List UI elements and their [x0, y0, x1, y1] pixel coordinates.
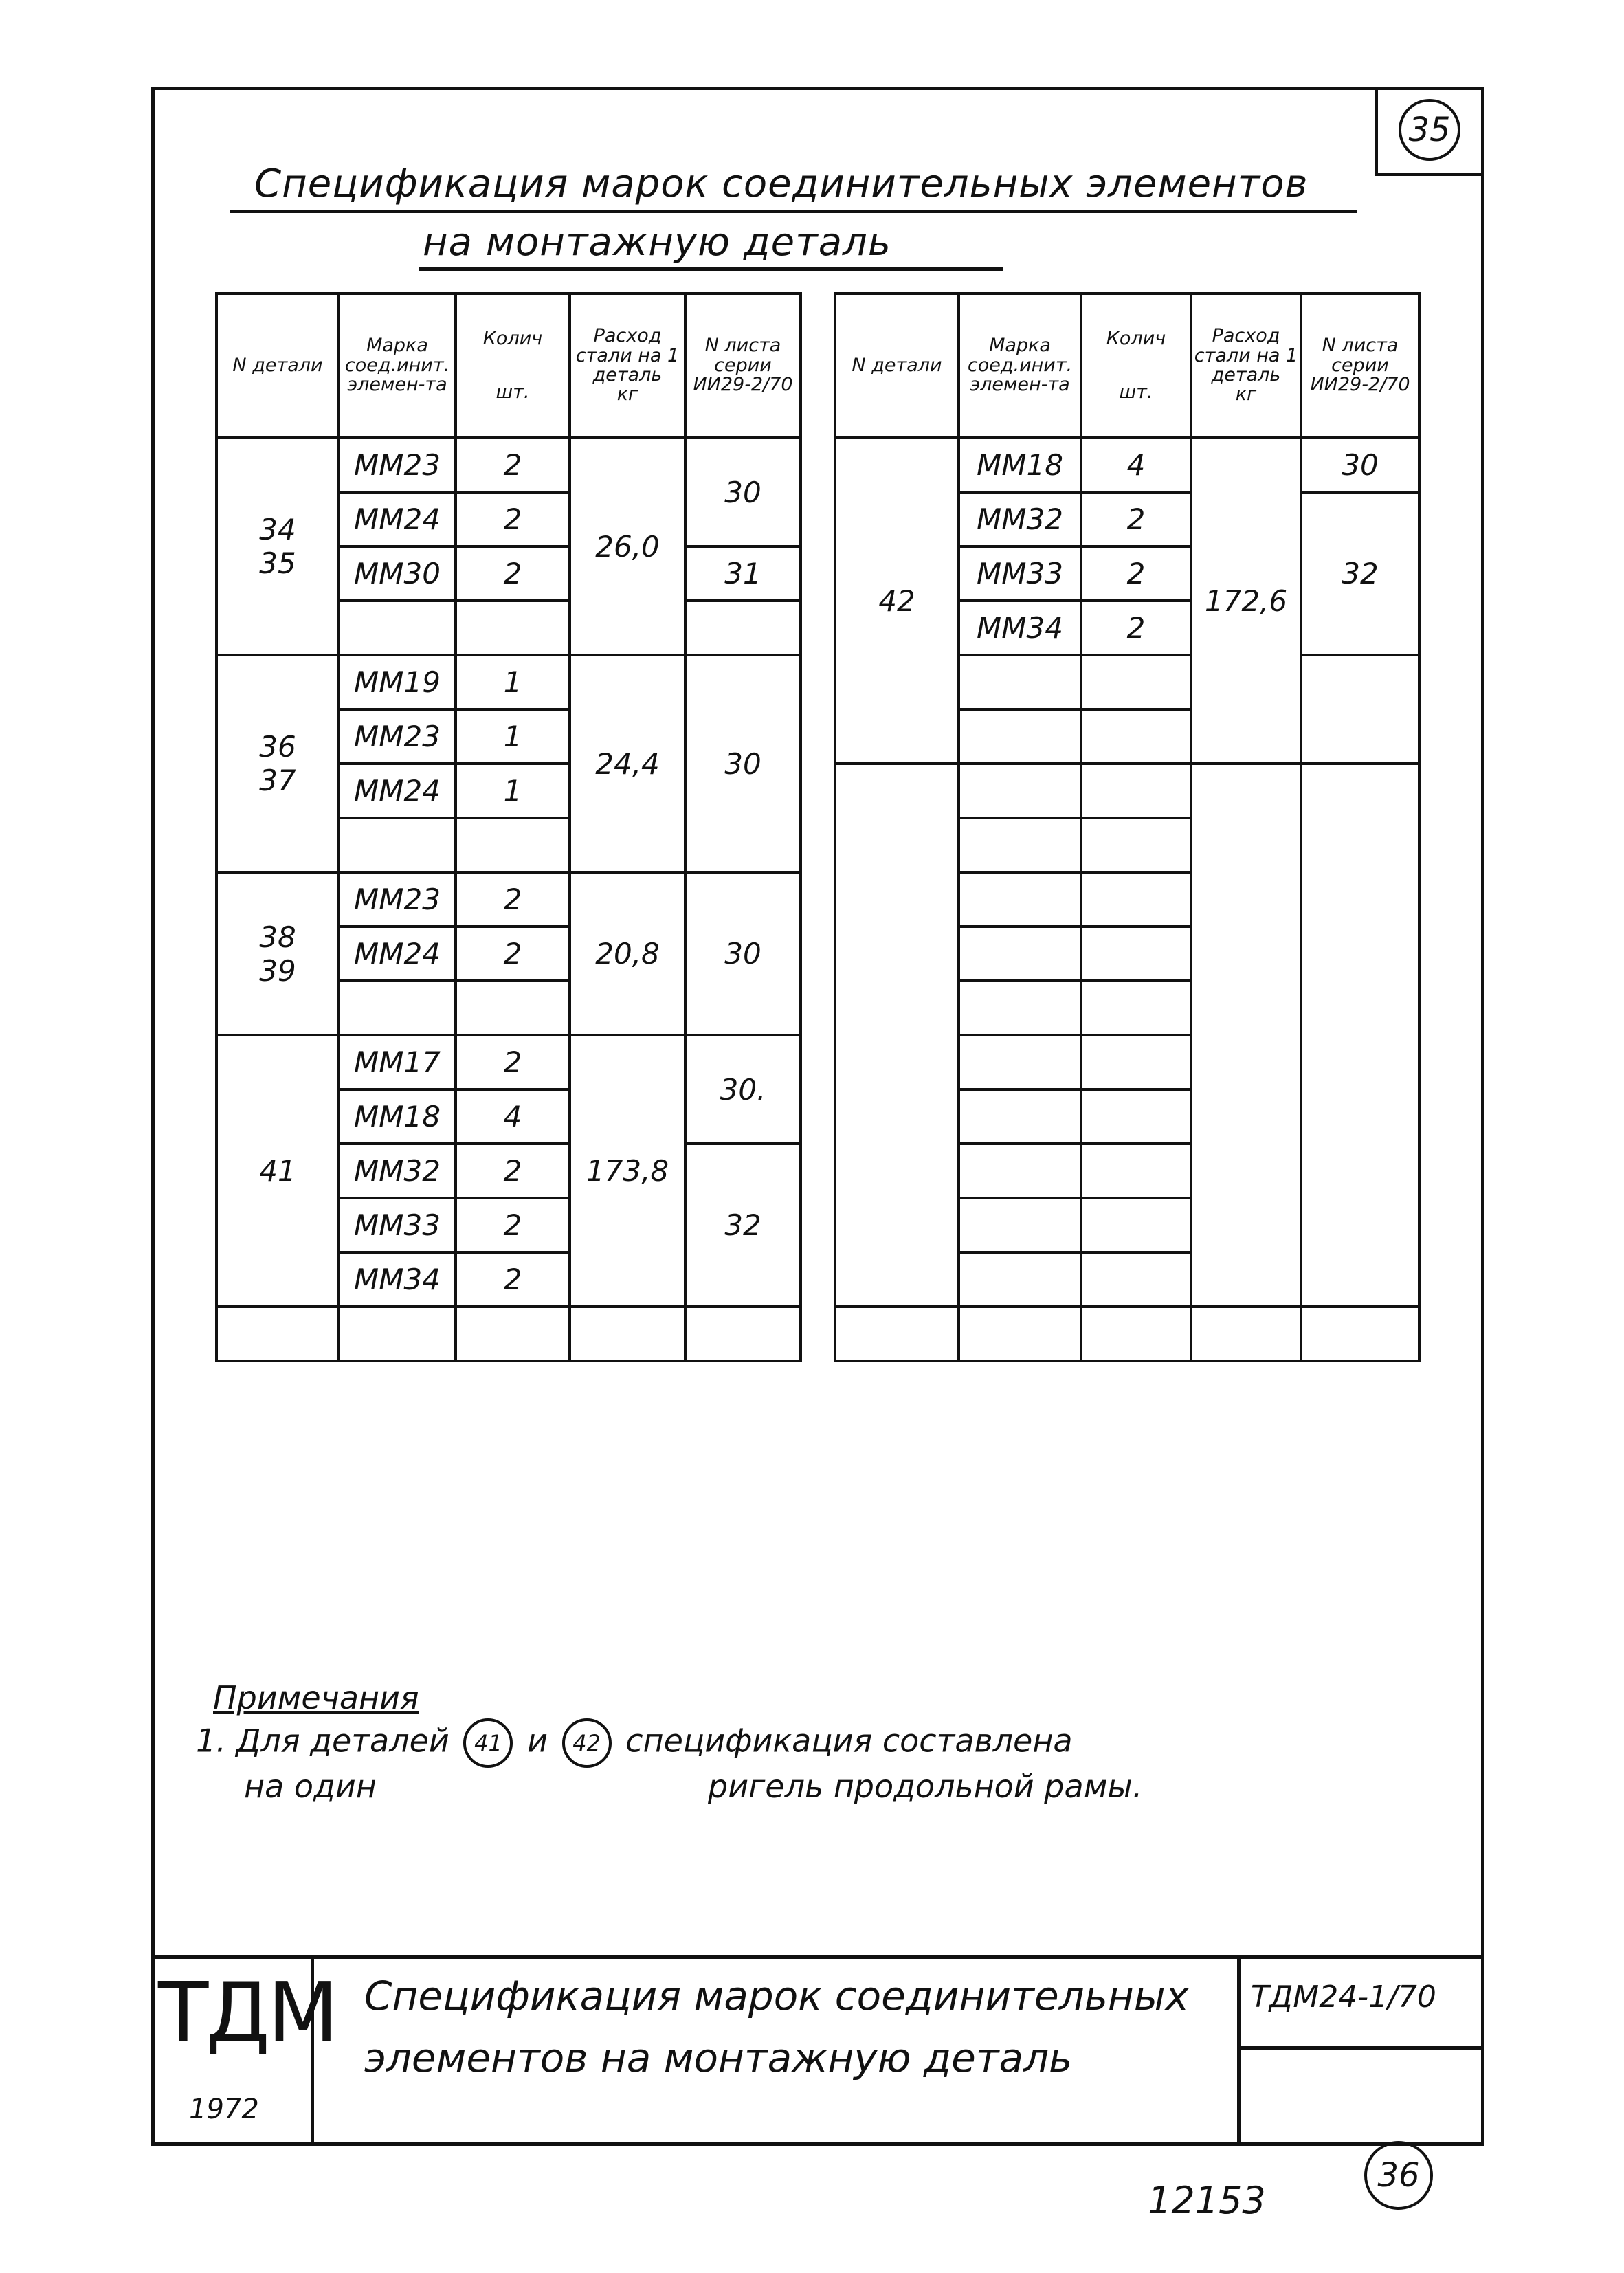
qty-cell: 2 [1081, 546, 1191, 601]
mark-cell: ММ32 [959, 492, 1081, 546]
hdr-steel [570, 293, 685, 438]
notes-line-1 [196, 1718, 1073, 1768]
hdr-qty-unit: шт. [496, 381, 530, 403]
steel-cell: 20,8 [570, 872, 685, 1035]
qty-cell: 2 [456, 438, 570, 492]
org-logo: ТДМ [158, 1966, 336, 2061]
mark-cell: ММ23 [339, 709, 456, 764]
table-row [216, 1035, 801, 1089]
mark-cell [339, 601, 456, 655]
hdr-steel-unit: кг [1235, 384, 1257, 406]
hdr-qty-label: Колич [482, 327, 543, 349]
notes-text: и [527, 1722, 548, 1760]
table-row [216, 655, 801, 709]
stamp-code: ТДМ24-1/70 [1251, 1980, 1436, 2015]
detail-number: 37 [259, 764, 296, 797]
sheet-cell: 30 [685, 872, 801, 1035]
stamp-divider [1237, 1959, 1241, 2146]
title-underline-1 [230, 210, 1357, 213]
right-spec-table [834, 292, 1421, 1362]
hdr-detail-no: N детали [835, 293, 959, 438]
sheet-cell [685, 601, 801, 655]
mark-cell [339, 981, 456, 1035]
qty-cell: 2 [456, 927, 570, 981]
mark-cell: ММ30 [339, 546, 456, 601]
hdr-steel-label: Расход стали на 1 деталь [1194, 325, 1298, 386]
qty-cell: 1 [456, 655, 570, 709]
table-row [216, 1307, 801, 1361]
sheet-cell: 30. [685, 1035, 801, 1144]
detail-cell: 42 [835, 438, 959, 764]
qty-cell: 2 [456, 1252, 570, 1307]
mark-cell: ММ34 [959, 601, 1081, 655]
mark-cell: ММ32 [339, 1144, 456, 1198]
mark-cell: ММ24 [339, 764, 456, 818]
table-row [216, 872, 801, 927]
qty-cell: 2 [1081, 601, 1191, 655]
hdr-steel-label: Расход стали на 1 деталь [575, 325, 680, 386]
mark-cell: ММ23 [339, 438, 456, 492]
mark-cell: ММ24 [339, 927, 456, 981]
table-row [835, 1307, 1419, 1361]
qty-cell [456, 601, 570, 655]
mark-cell: ММ33 [339, 1198, 456, 1252]
qty-cell: 1 [456, 764, 570, 818]
hdr-steel-unit: кг [616, 384, 638, 406]
mark-cell: ММ17 [339, 1035, 456, 1089]
steel-cell: 24,4 [570, 655, 685, 872]
mark-cell: ММ24 [339, 492, 456, 546]
hdr-detail-no: N детали [216, 293, 339, 438]
hdr-qty-unit: шт. [1119, 381, 1153, 403]
qty-cell: 2 [456, 872, 570, 927]
detail-41-circle: 41 [463, 1718, 513, 1768]
qty-cell: 2 [456, 1144, 570, 1198]
left-spec-table [215, 292, 802, 1362]
sheet-cell: 32 [1301, 492, 1419, 655]
hdr-mark: Марка соед.инит. элемен-та [339, 293, 456, 438]
stamp-title-2: элементов на монтажную деталь [364, 2034, 1073, 2081]
qty-cell: 4 [456, 1089, 570, 1144]
qty-cell: 1 [456, 709, 570, 764]
hdr-sheet: N листа серии ИИ29-2/70 [1301, 293, 1419, 438]
qty-cell: 2 [456, 546, 570, 601]
notes-text: 1. Для деталей [196, 1722, 449, 1760]
hdr-qty-label: Колич [1106, 327, 1166, 349]
detail-number: 39 [259, 953, 296, 988]
page-number-circle: 36 [1364, 2141, 1433, 2210]
notes-line-2b: ригель продольной рамы. [708, 1768, 1143, 1805]
detail-cell [216, 655, 339, 872]
sheet-cell: 30 [685, 655, 801, 872]
detail-cell [216, 872, 339, 1035]
stamp-title-1: Спецификация марок соединительных [364, 1973, 1189, 2019]
steel-cell: 173,8 [570, 1035, 685, 1307]
mark-cell [339, 818, 456, 872]
hdr-mark: Марка соед.инит. элемен-та [959, 293, 1081, 438]
qty-cell [456, 818, 570, 872]
title-block [151, 1955, 1484, 2146]
detail-42-circle: 42 [562, 1718, 612, 1768]
qty-cell: 2 [456, 1035, 570, 1089]
hdr-qty [456, 293, 570, 438]
notes-heading: Примечания [213, 1679, 419, 1716]
sheet-cell: 30 [1301, 438, 1419, 492]
qty-cell: 2 [1081, 492, 1191, 546]
table-row [835, 438, 1419, 492]
archive-number: 12153 [1148, 2179, 1266, 2222]
hdr-qty [1081, 293, 1191, 438]
qty-cell: 2 [456, 1198, 570, 1252]
detail-number: 34 [259, 513, 296, 546]
hdr-sheet: N листа серии ИИ29-2/70 [685, 293, 801, 438]
table-row [216, 438, 801, 492]
hdr-steel [1191, 293, 1301, 438]
qty-cell [456, 981, 570, 1035]
sheet-cell: 30 [685, 438, 801, 546]
notes-text: спецификация составлена [625, 1722, 1073, 1760]
qty-cell: 4 [1081, 438, 1191, 492]
sheet-number-top: 35 [1399, 99, 1460, 161]
qty-cell: 2 [456, 492, 570, 546]
detail-cell: 41 [216, 1035, 339, 1307]
detail-cell [216, 438, 339, 655]
title-line-1: Спецификация марок соединительных элементов [254, 162, 1309, 206]
stamp-year: 1972 [189, 2094, 259, 2125]
mark-cell: ММ34 [339, 1252, 456, 1307]
title-line-2: на монтажную деталь [423, 220, 891, 265]
detail-number: 38 [259, 920, 296, 954]
steel-cell: 172,6 [1191, 438, 1301, 764]
stamp-divider [1237, 2046, 1484, 2050]
mark-cell: ММ33 [959, 546, 1081, 601]
detail-number: 35 [259, 546, 296, 580]
title-underline-2 [419, 267, 1003, 271]
mark-cell: ММ18 [959, 438, 1081, 492]
mark-cell: ММ19 [339, 655, 456, 709]
steel-cell: 26,0 [570, 438, 685, 655]
sheet-cell: 31 [685, 546, 801, 601]
mark-cell: ММ23 [339, 872, 456, 927]
mark-cell: ММ18 [339, 1089, 456, 1144]
right-header-row [835, 293, 1419, 438]
notes-line-2a: на один [244, 1768, 377, 1805]
table-row [835, 764, 1419, 818]
detail-number: 36 [259, 730, 296, 764]
sheet-number-box [1375, 87, 1484, 176]
left-header-row [216, 293, 801, 438]
sheet-cell: 32 [685, 1144, 801, 1307]
